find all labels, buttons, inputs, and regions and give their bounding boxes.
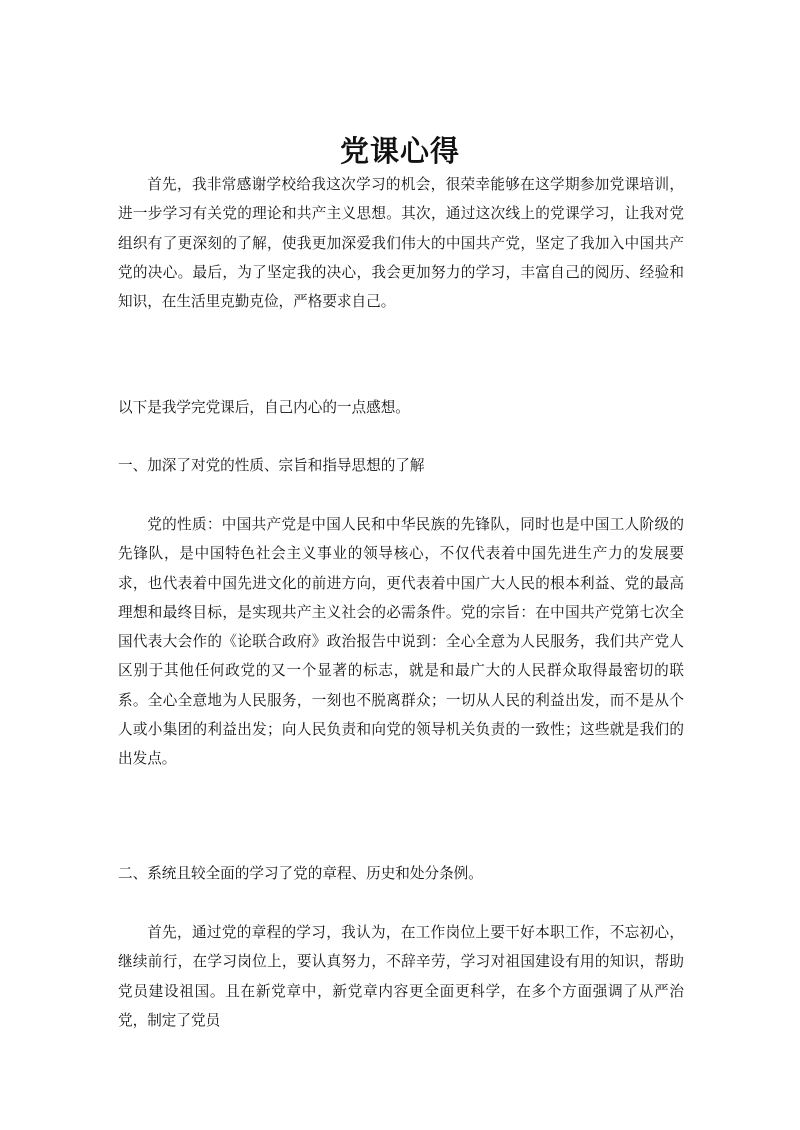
paragraph-party-nature: 党的性质：中国共产党是中国人民和中华民族的先锋队，同时也是中国工人阶级的先锋队，是中国特色社会主义事业的领导核心，不仅代表着中国先进生产力的发展要求，也代表着中国先进文化的前进方向，更代表着中国广大人民的根本利益、党的最高理想和最终目标，是实现共产主义社会的必需条件。党的宗旨：在中国共产党第七次全国代表大会作的《论联合政府》政治报告中说到：全心全意为人民服务，我们共产党人区别于其他任何政党的又一个显著的标志，就是和最广大的人民群众取得最密切的联系。全心全意地为人民服务，一刻也不脱离群众；一切从人民的利益出发，而不是从个人或小集团的利益出发；向人民负责和向党的领导机关负责的一致性；这些就是我们的出发点。 [118,516,684,768]
section-heading-1: 一、加深了对党的性质、宗旨和指导思想的了解 [118,457,425,474]
paragraph-intro: 首先，我非常感谢学校给我这次学习的机会，很荣幸能够在这学期参加党课培训，进一步学习有关党的理论和共产主义思想。其次，通过这次线上的党课学习，让我对党组织有了更深刻的了解，使我更加深爱我们伟大的中国共产党，坚定了我加入中国共产党的决心。最后，为了坚定我的决心，我会更加努力的学习，丰富自己的阅历、经验和知识，在生活里克勤克俭，严格要求自己。 [118,176,684,311]
section-heading-2: 二、系统且较全面的学习了党的章程、历史和处分条例。 [118,865,483,882]
paragraph-lead-in: 以下是我学完党课后，自己内心的一点感想。 [118,399,410,416]
document-title: 党课心得 [339,134,460,169]
paragraph-party-constitution: 首先，通过党的章程的学习，我认为，在工作岗位上要干好本职工作，不忘初心，继续前行，在学习岗位上，要认真努力，不辞辛劳，学习对祖国建设有用的知识，帮助党员建设祖国。且在新党章中，新党章内容更全面更科学，在多个方面强调了从严治党，制定了党员 [118,924,684,1029]
